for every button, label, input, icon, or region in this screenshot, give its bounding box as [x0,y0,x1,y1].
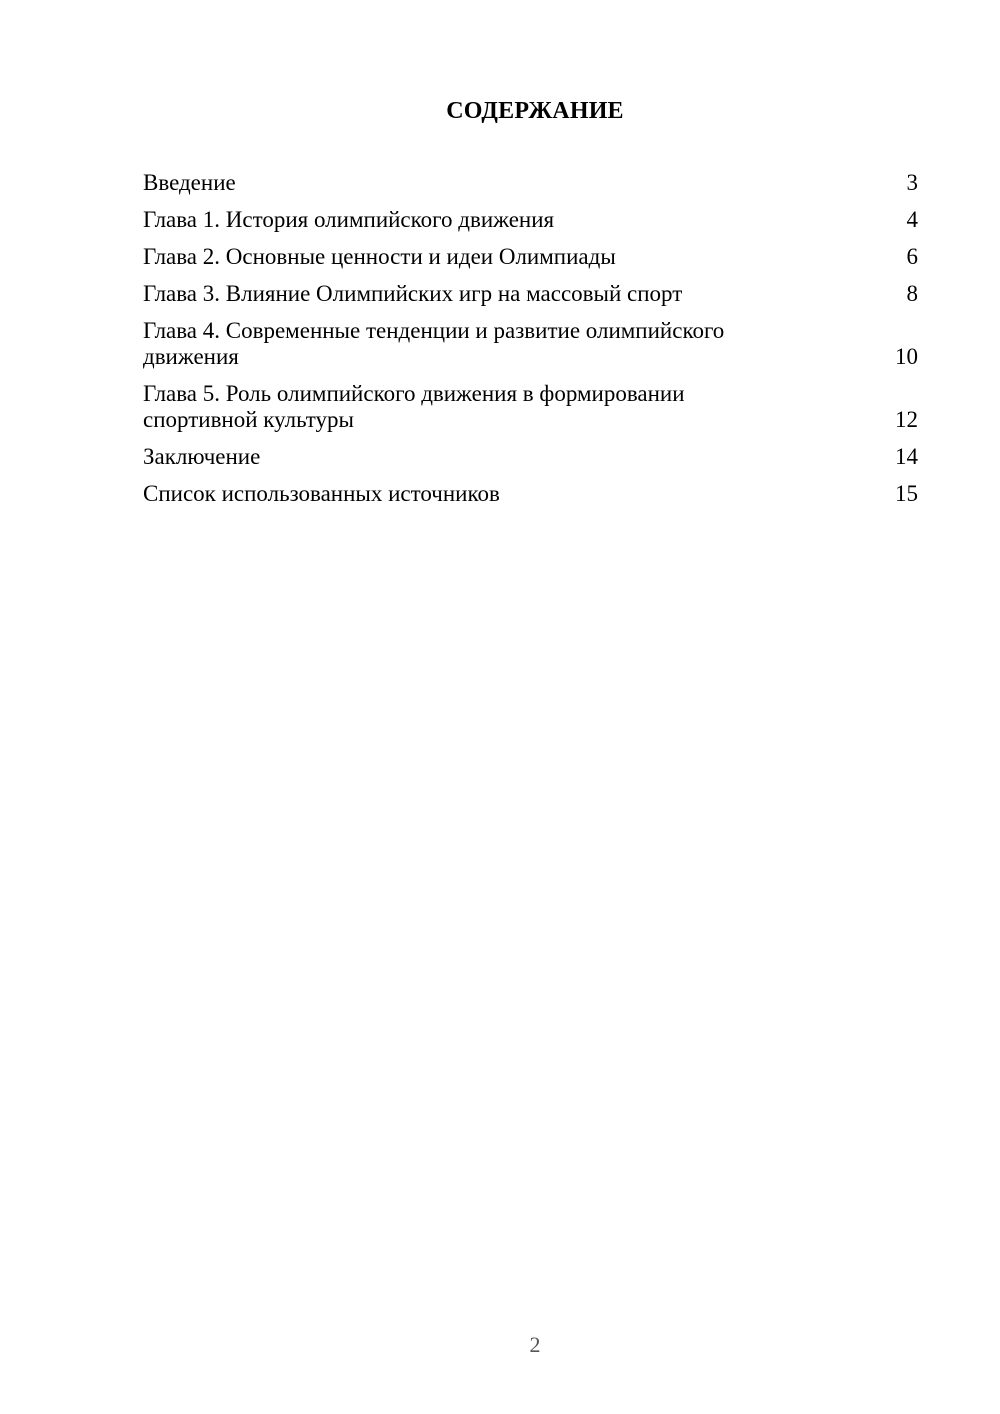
toc-entry-references[interactable] [143,481,918,507]
toc-entry-title: Глава 1. История олимпийского движения [143,207,555,232]
toc-entry-title: Заключение [143,444,261,469]
toc-entry-title: Глава 4. Современные тенденции и развитие олимпийского движения [143,318,725,369]
page-number: 2 [529,1332,541,1357]
toc-entry-chapter-1[interactable] [143,207,918,233]
toc-entry-conclusion[interactable] [143,444,918,470]
toc-heading: СОДЕРЖАНИЕ [446,98,624,124]
toc-entry-page: 3 [906,170,918,195]
toc-entry-title: Введение [143,170,236,195]
toc-entry-chapter-5[interactable] [143,381,918,433]
toc-list [143,170,918,518]
toc-entry-introduction[interactable] [143,170,918,196]
toc-entry-page: 15 [895,481,918,506]
toc-entry-page: 6 [906,244,918,269]
toc-entry-chapter-4[interactable] [143,318,918,370]
toc-entry-title: Список использованных источников [143,481,500,506]
toc-entry-page: 8 [906,281,918,306]
toc-entry-title: Глава 5. Роль олимпийского движения в формировании спортивной культуры [143,381,685,432]
toc-entry-page: 14 [895,444,918,469]
toc-entry-page: 12 [895,407,918,432]
toc-entry-title: Глава 3. Влияние Олимпийских игр на массовый спорт [143,281,683,306]
toc-entry-chapter-3[interactable] [143,281,918,307]
toc-entry-title: Глава 2. Основные ценности и идеи Олимпиады [143,244,616,269]
toc-entry-page: 10 [895,344,918,369]
toc-entry-chapter-2[interactable] [143,244,918,270]
toc-entry-page: 4 [906,207,918,232]
